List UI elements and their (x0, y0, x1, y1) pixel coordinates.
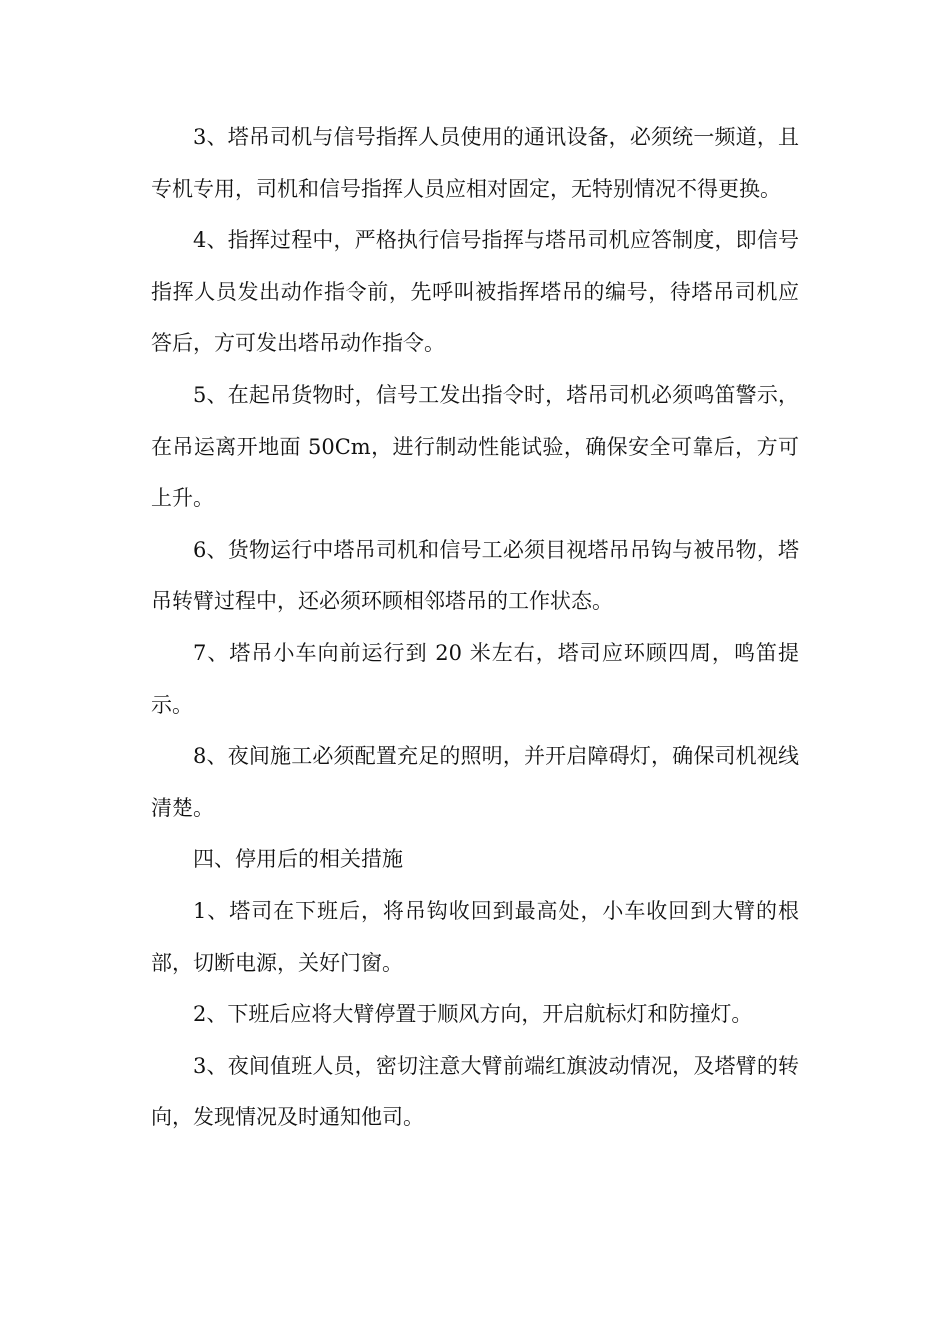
paragraph-item-8-night-lighting: 8、夜间施工必须配置充足的照明，并开启障碍灯，确保司机视线清楚。 (151, 744, 799, 820)
document-body (151, 112, 799, 1144)
paragraph-item-1-end-of-shift: 1、塔司在下班后，将吊钩收回到最高处，小车收回到大臂的根部，切断电源，关好门窗。 (151, 898, 799, 975)
section-heading-after-shutdown: 四、停用后的相关措施 (193, 847, 403, 872)
paragraph-item-2-boom-position: 2、下班后应将大臂停置于顺风方向，开启航标灯和防撞灯。 (193, 1002, 753, 1027)
paragraph-item-5-lifting-test: 5、在起吊货物时，信号工发出指令时，塔吊司机必须鸣笛警示，在吊运离开地面 50Cm，进行制动性能试验，确保安全可靠后，方可上升。 (151, 382, 799, 511)
paragraph-item-7-trolley-warning: 7、塔吊小车向前运行到 20 米左右，塔司应环顾四周，鸣笛提示。 (151, 640, 799, 717)
paragraph-item-3-night-duty: 3、夜间值班人员，密切注意大臂前端红旗波动情况，及塔臂的转向，发现情况及时通知他司。 (151, 1053, 799, 1130)
paragraph-item-3-radio-channel: 3、塔吊司机与信号指挥人员使用的通讯设备，必须统一频道，且专机专用，司机和信号指挥人员应相对固定，无特别情况不得更换。 (151, 125, 799, 201)
paragraph-item-4-signal-response: 4、指挥过程中，严格执行信号指挥与塔吊司机应答制度，即信号指挥人员发出动作指令前，先呼叫被指挥塔吊的编号，待塔吊司机应答后，方可发出塔吊动作指令。 (151, 228, 799, 356)
paragraph-item-6-visual-watch: 6、货物运行中塔吊司机和信号工必须目视塔吊吊钩与被吊物，塔吊转臂过程中，还必须环顾相邻塔吊的工作状态。 (151, 537, 799, 614)
